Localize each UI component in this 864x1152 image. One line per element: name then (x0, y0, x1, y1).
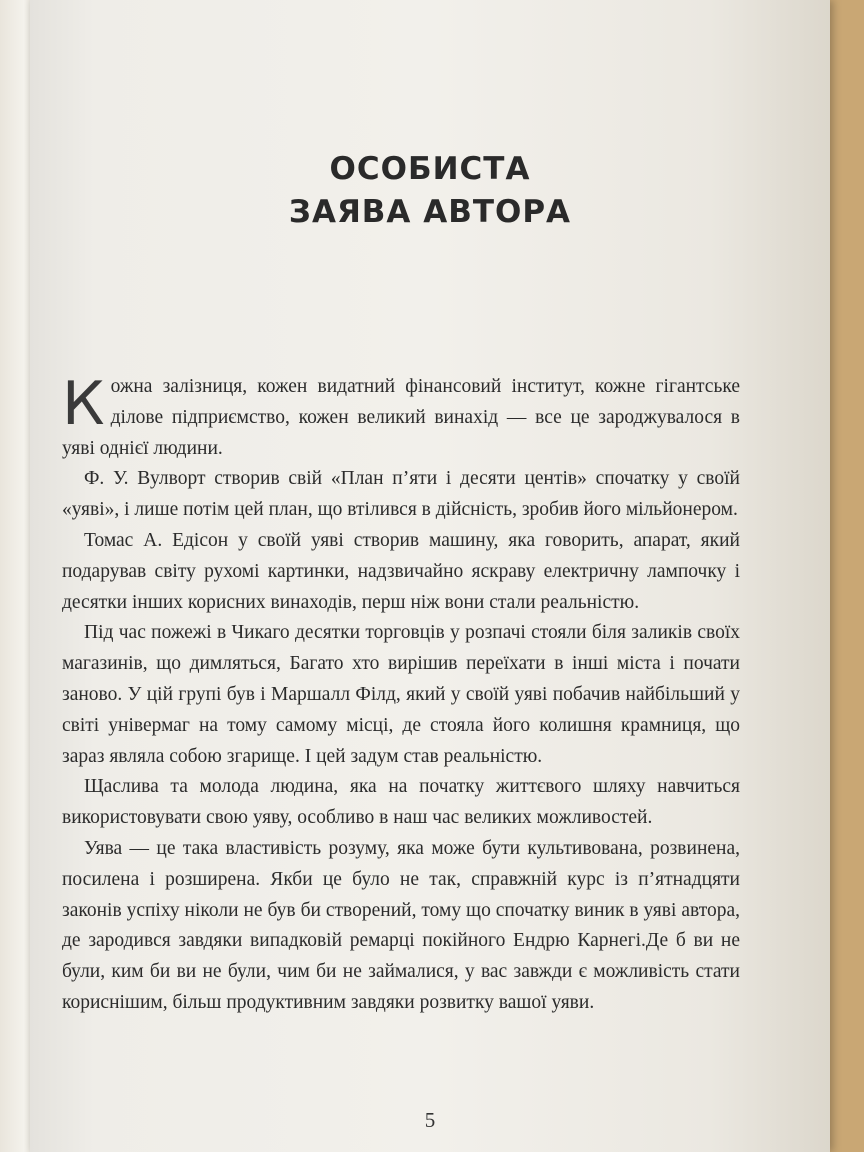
paragraph-1 (62, 369, 740, 464)
paragraph-3: Томас А. Едісон у своїй уяві створив машину, яка говорить, апарат, який подарував світу рухомі картинки, надзвичайно яскраву електричну лампочку і десятки інших корисних винаходів, перш ніж вони стали реальністю. (62, 529, 740, 613)
chapter-title (30, 148, 830, 234)
paragraph-6: Уява — це така властивість розуму, яка може бути культивована, розвинена, посилена і розширена. Якби це було не так, справжній курс із п’ятнадцяти законів успіху ніколи не був би створений, тому що спочатку виник в уяві автора, де зародився завдяки випадковій ремарці покійного Ендрю Карнегі.Де б ви не були, ким би ви не були, чим би не займалися, у вас завжди є можливість стати кориснішим, більш продуктивним завдяки розвитку вашої уяви. (62, 837, 740, 1013)
chapter-title-line-2: ЗАЯВА АВТОРА (288, 194, 572, 230)
paragraph-4: Під час пожежі в Чикаго десятки торговців у розпачі стояли біля заликів своїх магазинів, що димляться, Багато хто вирішив переїхати в інші міста і почати заново. У цій групі був і Маршалл Філд, який у своїй уяві побачив найбільший у світі універмаг на тому самому місці, де стояла його колишня крамниця, що зараз являла собою згарище. І цей задум став реальністю. (62, 622, 740, 767)
chapter-title-line-1: ОСОБИСТА (329, 151, 531, 187)
paragraph-2: Ф. У. Вулворт створив свій «План п’яти і десяти центів» спочатку у своїй «уяві», і лише потім цей план, що втілився в дійсність, зробив його мільйонером. (62, 468, 740, 521)
body-text (62, 369, 740, 1019)
page-number: 5 (424, 1108, 436, 1132)
drop-cap: К (62, 369, 105, 439)
paragraph-5: Щаслива та молода людина, яка на початку життєвого шляху навчиться використовувати свою уяву, особливо в наш час великих можливостей. (62, 776, 740, 829)
paragraph-1-text: ожна залізниця, кожен видатний фінансовий інститут, кожне гігантське ділове підприємство, кожен великий винахід — все це зароджувалося в уяві однієї людини. (62, 376, 740, 459)
